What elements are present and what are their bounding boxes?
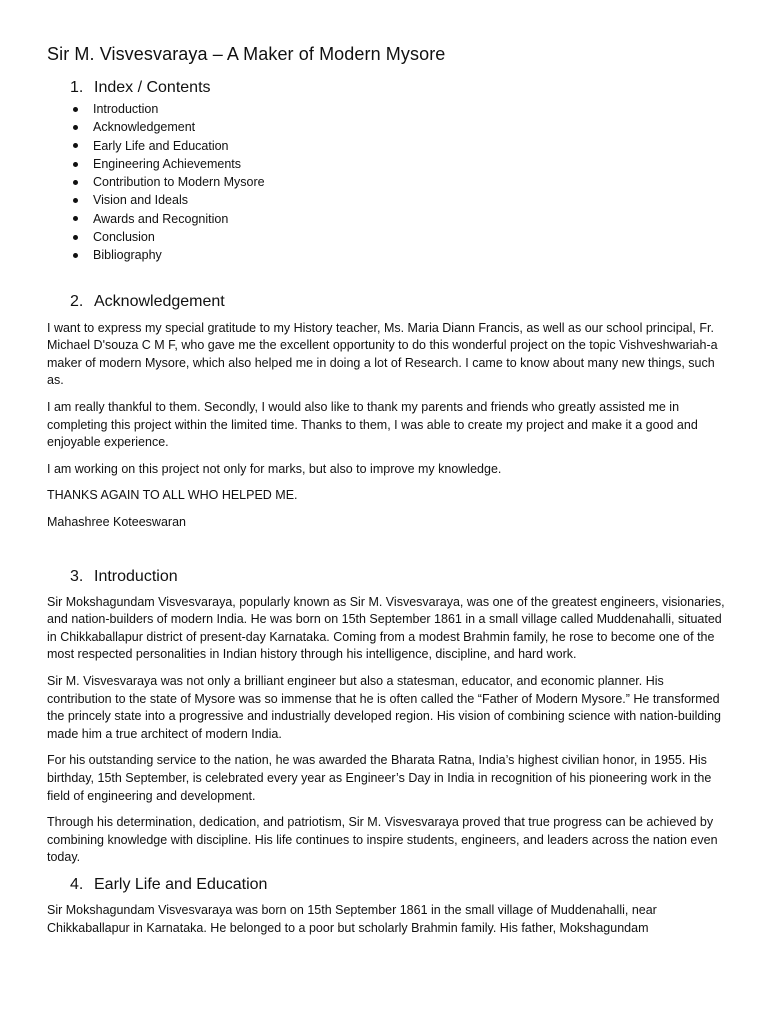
bullet-icon	[73, 125, 78, 130]
section-number: 1.	[70, 79, 84, 96]
list-item-label: Acknowledgement	[93, 120, 196, 135]
early-life-body	[47, 902, 728, 937]
bullet-icon	[73, 107, 78, 112]
bullet-icon	[73, 235, 78, 240]
section-number: 4.	[70, 875, 84, 893]
list-item-label: Early Life and Education	[93, 138, 229, 153]
list-item-label: Vision and Ideals	[93, 193, 188, 208]
document-title: Sir M. Visvesvaraya – A Maker of Modern Mysore	[47, 44, 446, 64]
bullet-icon	[73, 198, 78, 203]
list-item-label: Bibliography	[93, 248, 162, 263]
bullet-icon	[73, 216, 78, 221]
paragraph: Through his determination, dedication, and patriotism, Sir M. Visvesvaraya proved that true progress can be achieved by combining knowledge with discipline. His life continues to inspire students, engineers, and leaders across the nation even today.	[47, 815, 718, 865]
list-item	[47, 210, 728, 228]
bullet-icon	[73, 180, 78, 185]
author-name: Mahashree Koteeswaran	[47, 515, 186, 530]
list-item	[47, 100, 728, 118]
bullet-icon	[73, 162, 78, 167]
list-item	[47, 118, 728, 136]
paragraph: Sir M. Visvesvaraya was not only a brilliant engineer but also a statesman, educator, and economic planner. His contribution to the state of Mysore was so immense that he is often called the “Father of Modern Mysore.” He transformed the princely state into a progressive and industrially developed region. His vision of combining science with nation-building made him a true architect of modern India.	[47, 673, 721, 741]
list-item	[47, 191, 728, 209]
paragraph: Sir Mokshagundam Visvesvaraya, popularly known as Sir M. Visvesvaraya, was one of the greatest engineers, visionaries, and nation-builders of modern India. He was born on 15th September 1861 in a small village called Muddenahalli, situated in Chikkaballapur district of present-day Karnataka. Coming from a modest Brahmin family, he rose to become one of the most respected personalities in Indian history through his intelligence, discipline, and hard work.	[47, 594, 725, 662]
paragraph: THANKS AGAIN TO ALL WHO HELPED ME.	[47, 488, 298, 503]
paragraph: I am working on this project not only for marks, but also to improve my knowledge.	[47, 461, 502, 476]
section-title: Introduction	[94, 567, 178, 585]
section-number: 3.	[70, 567, 84, 585]
paragraph: For his outstanding service to the nation, he was awarded the Bharata Ratna, India’s highest civilian honor, in 1955. His birthday, 15th September, is celebrated every year as Engineer’s Day in India in recognition of his pioneering work in the field of engineering and development.	[47, 753, 712, 803]
list-item-label: Awards and Recognition	[93, 211, 229, 226]
list-item	[47, 228, 728, 246]
section-heading-introduction	[47, 568, 728, 586]
introduction-body	[47, 594, 728, 867]
section-number: 2.	[70, 292, 84, 310]
list-item	[47, 137, 728, 155]
section-title: Acknowledgement	[94, 292, 225, 310]
list-item	[47, 173, 728, 191]
list-item	[47, 155, 728, 173]
list-item-label: Contribution to Modern Mysore	[93, 175, 265, 190]
section-heading-acknowledgement	[47, 293, 728, 311]
paragraph: I want to express my special gratitude to my History teacher, Ms. Maria Diann Francis, as well as our school principal, Fr. Michael D'souza C M F, who gave me the excellent opportunity to do this wonderful project on the topic Vishveshwariah-a maker of modern Mysore, which also helped me in doing a lot of Research. I came to know about many new things, such as.	[47, 320, 718, 388]
list-item-label: Conclusion	[93, 230, 155, 245]
index-list	[47, 100, 728, 265]
list-item-label: Engineering Achievements	[93, 156, 242, 171]
paragraph: Sir Mokshagundam Visvesvaraya was born on 15th September 1861 in the small village of Muddenahalli, near Chikkaballapur in Karnataka. He belonged to a poor but scholarly Brahmin family. His father, Mokshagundam	[47, 902, 657, 935]
section-heading-early-life	[47, 876, 728, 894]
section-title: Early Life and Education	[94, 875, 268, 893]
paragraph: I am really thankful to them. Secondly, I would also like to thank my parents and friends who greatly assisted me in completing this project within the limited time. Thanks to them, I was able to create my project and make it a good and enjoyable experience.	[47, 400, 698, 450]
section-title: Index / Contents	[94, 79, 211, 96]
bullet-icon	[73, 253, 78, 258]
list-item	[47, 246, 728, 264]
section-heading-index	[47, 79, 728, 97]
list-item-label: Introduction	[93, 102, 159, 116]
acknowledgement-body	[47, 320, 728, 532]
bullet-icon	[73, 143, 78, 148]
